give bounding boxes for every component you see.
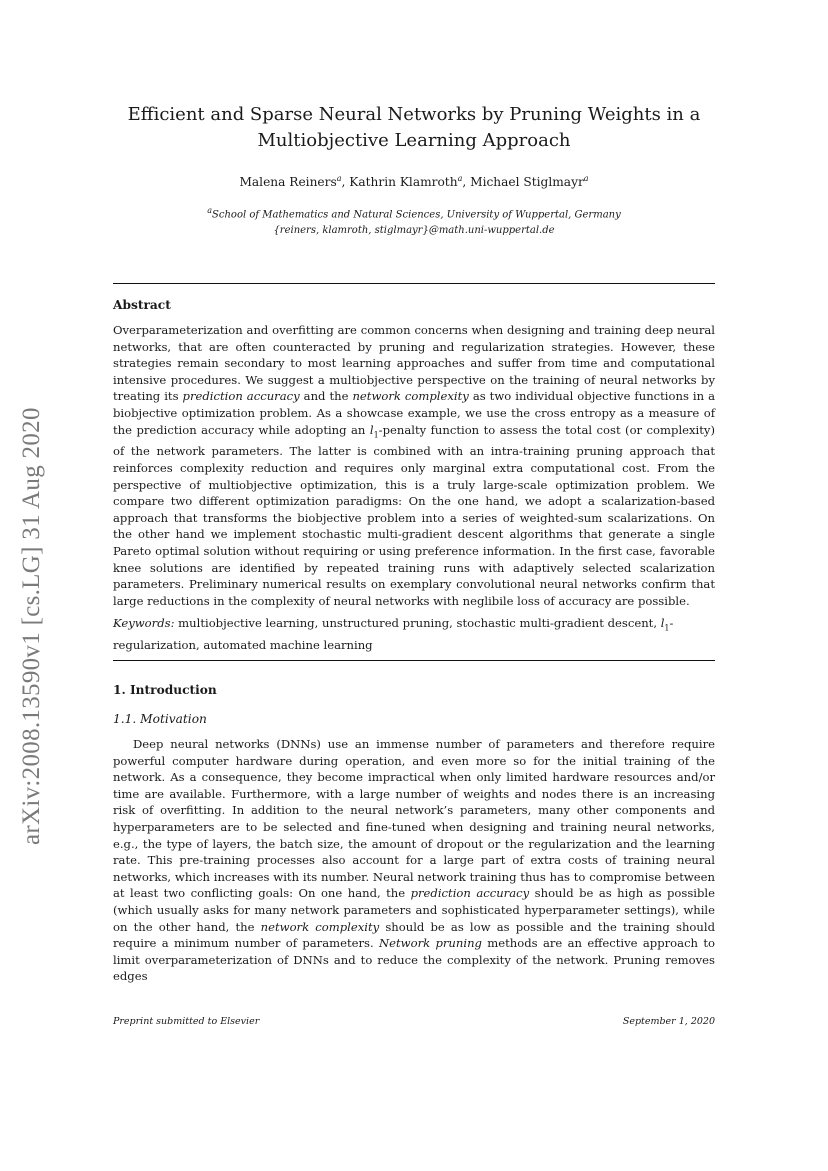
text-run: should be as low as possible and the training should require a minimum number of parameters.: [113, 919, 715, 951]
emphasis: Network pruning: [379, 936, 482, 951]
author-name: Michael Stiglmayr: [470, 175, 584, 190]
abstract-text: [113, 322, 715, 609]
text-run: methods are an effective approach to limit overparameterization of DNNs and to reduce the complexity of the network. Pruning removes edges: [113, 936, 715, 984]
abstract-bottom-rule: [113, 660, 715, 661]
keywords-text: [113, 616, 673, 652]
author-affil-mark: a: [457, 174, 463, 183]
text-run: -regularization, automated machine learning: [113, 616, 674, 652]
subscript: 1: [664, 623, 670, 633]
text-run: Overparameterization and overfitting are common concerns when designing and training deep neural networks, that are often counteracted by pruning and regularization strategies. However, these strategies remain secondary to most learning approaches and suffer from time and computational intensive procedures. We suggest a multiobjective perspective on the training of neural networks by treating its: [113, 323, 715, 404]
title-line-2: Multiobjective Learning Approach: [257, 130, 571, 151]
keywords: [113, 615, 715, 654]
author-affil-mark: a: [583, 174, 589, 183]
arxiv-identifier-stamp: arXiv:2008.13590v1 [cs.LG] 31 Aug 2020: [18, 407, 45, 845]
text-run: -penalty function to assess the total cost (or complexity) of the network parameters. The latter is combined with an intra-training pruning approach that reinforces complexity reduction and requires only marginal extra computational cost. From the perspective of multiobjective optimization, this is a truly large-scale optimization problem. We compare two different optimization paradigms: On the one hand, we adopt a scalarization-based approach that transforms the biobjective problem into a series of weighted-sum scalarizations. On the other hand we implement stochastic multi-gradient descent algorithms that generate a single Pareto optimal solution without requiring or using preference information. In the first case, favorable knee solutions are identified by repeated training runs with adaptively selected scalarization parameters. Preliminary numerical results on exemplary convolutional neural networks confirm that large reductions in the complexity of neural networks with neglibile loss of accuracy are possible.: [113, 422, 715, 608]
footer-date: September 1, 2020: [622, 1016, 715, 1027]
subsection-heading-motivation: 1.1. Motivation: [113, 712, 207, 726]
title-line-1: Efficient and Sparse Neural Networks by Pruning Weights in a: [127, 104, 701, 125]
introduction-paragraph: [113, 736, 715, 985]
affiliation-text: School of Mathematics and Natural Sciences, University of Wuppertal, Germany: [212, 209, 621, 221]
section-heading-introduction: 1. Introduction: [113, 683, 217, 697]
author-list: Malena Reiners$^a$, Kathrin Klamroth$^a$, Michael Stiglmayr$^a$: [239, 174, 589, 190]
paper-title: [113, 102, 715, 154]
subscript: 1: [373, 429, 379, 439]
emphasis: network complexity: [260, 919, 380, 934]
abstract-heading: Abstract: [113, 298, 171, 312]
abstract-top-rule: [113, 283, 715, 284]
affiliation: [113, 203, 715, 239]
text-run: should be as high as possible (which usually asks for many network parameters and sophisticated hyperparameter settings), while on the other hand, the: [113, 886, 716, 934]
author-emails: {reiners, klamroth, stiglmayr}@math.uni-wuppertal.de: [273, 225, 555, 237]
emphasis: l: [660, 616, 665, 630]
text-run: as two individual objective functions in a biobjective optimization problem. As a showcase example, we use the cross entropy as a measure of the prediction accuracy while adopting an: [113, 389, 715, 437]
author-affil-mark: a: [336, 174, 342, 183]
text-run: Deep neural networks (DNNs) use an immense number of parameters and therefore require powerful computer hardware during operation, and even more so for the initial training of the network. As a consequence, they become impractical when only limited hardware resources and/or time are available. Furthermore, with a large number of weights and nodes there is an increasing risk of overfitting. In addition to the neural network’s parameters, many other components and hyperparameters are to be selected and fine-tuned when designing and training neural networks, e.g., the type of layers, the batch size, the amount of dropout or the regularization and the learning rate. This pre-training processes also account for a large part of extra costs of training neural networks, which increases with its number. Neural network training thus has to compromise between at least two conflicting goals: On one hand, the: [113, 737, 715, 901]
text-run: and the: [299, 389, 353, 404]
emphasis: l: [369, 422, 374, 437]
emphasis: prediction accuracy: [410, 886, 530, 901]
author-name: Malena Reiners: [239, 175, 337, 190]
affil-mark: a: [207, 206, 213, 215]
emphasis: prediction accuracy: [182, 389, 300, 404]
emphasis: network complexity: [352, 389, 469, 404]
keywords-label: Keywords:: [113, 616, 175, 630]
author-name: Kathrin Klamroth: [349, 175, 458, 190]
footer-preprint-note: Preprint submitted to Elsevier: [113, 1016, 260, 1027]
text-run: multiobjective learning, unstructured pruning, stochastic multi-gradient descent,: [174, 616, 661, 630]
